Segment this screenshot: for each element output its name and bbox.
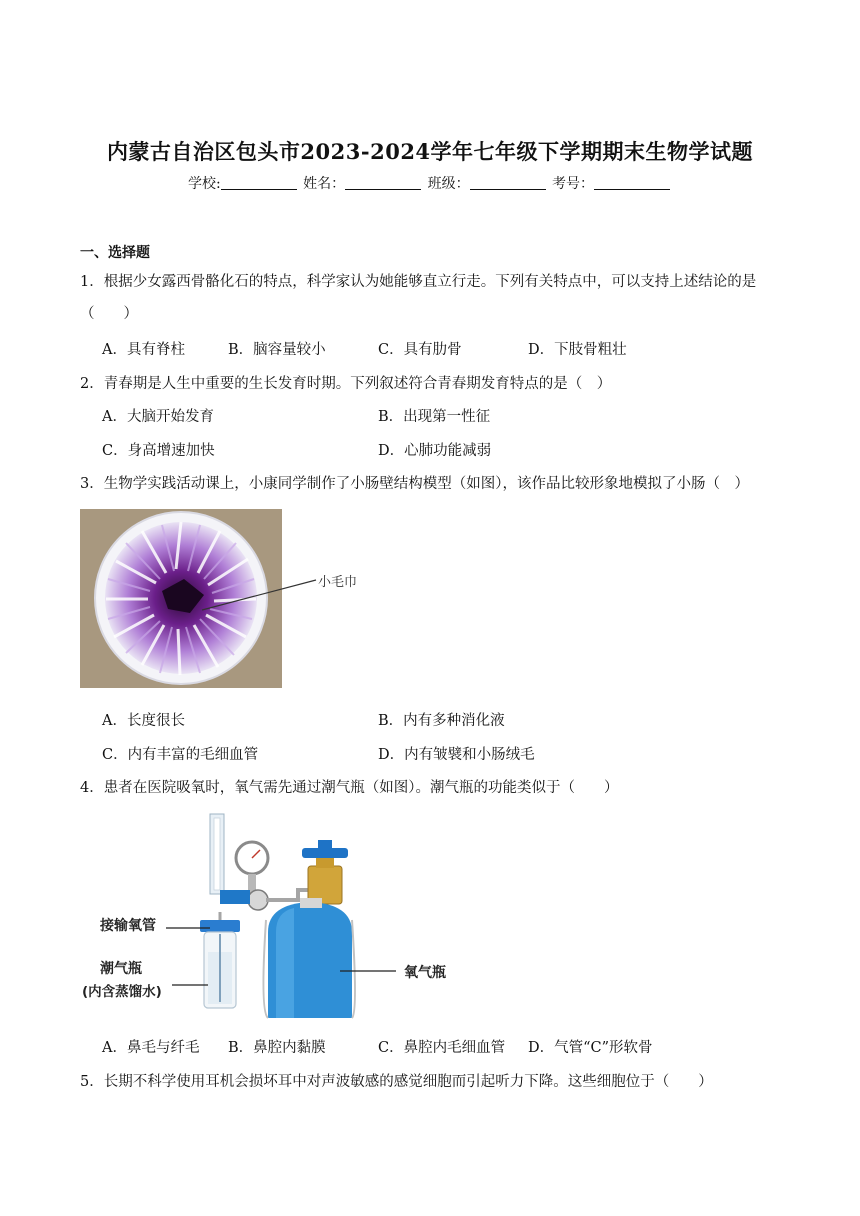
number-label: 考号： — [552, 176, 595, 192]
q1-option-d[interactable]: D．下肢骨粗壮 — [528, 342, 627, 358]
q4-option-d[interactable]: D．气管“C”形软骨 — [528, 1040, 653, 1056]
student-info-line — [0, 173, 860, 193]
page-title: 内蒙古自治区包头市2023-2024学年七年级下学期期末生物学试题 — [106, 139, 754, 164]
section-heading: 一、选择题 — [80, 245, 150, 261]
humidifier-label-line1: 潮气瓶 — [100, 961, 142, 977]
q3-option-b[interactable]: B．内有多种消化液 — [378, 713, 505, 729]
school-label: 学校: — [187, 176, 221, 192]
q4-option-c[interactable]: C．鼻腔内毛细血管 — [378, 1040, 506, 1056]
question-1-stem: 1．根据少女露西骨骼化石的特点，科学家认为她能够直立行走。下列有关特点中，可以支持上述结论的是 — [80, 274, 757, 290]
question-1-stem-bracket: （ ） — [80, 306, 138, 322]
towel-pointer-line — [200, 570, 320, 620]
tube-pointer-line — [164, 920, 214, 940]
q1-option-b[interactable]: B．脑容量较小 — [228, 342, 326, 358]
q2-option-b[interactable]: B．出现第一性征 — [378, 409, 491, 425]
question-3-stem: 3．生物学实践活动课上，小康同学制作了小肠壁结构模型（如图），该作品比较形象地模拟了小肠（ ） — [80, 476, 749, 492]
class-label: 班级： — [427, 176, 470, 192]
school-blank[interactable] — [221, 175, 297, 190]
q3-option-a[interactable]: A．长度很长 — [102, 713, 185, 729]
q2-option-c[interactable]: C．身高增速加快 — [102, 443, 215, 459]
question-5-stem: 5．长期不科学使用耳机会损坏耳中对声波敏感的感觉细胞而引起听力下降。这些细胞位于（ ） — [80, 1074, 713, 1090]
number-blank[interactable] — [594, 175, 670, 190]
humidifier-pointer-line — [170, 980, 210, 990]
q3-option-c[interactable]: C．内有丰富的毛细血管 — [102, 747, 259, 763]
q4-option-b[interactable]: B．鼻腔内黏膜 — [228, 1040, 326, 1056]
class-blank[interactable] — [470, 175, 546, 190]
question-4-stem: 4．患者在医院吸氧时，氧气需先通过潮气瓶（如图）。潮气瓶的功能类似于（ ） — [80, 780, 619, 796]
cylinder-pointer-line — [338, 966, 398, 976]
q1-option-a[interactable]: A．具有脊柱 — [102, 342, 185, 358]
name-label: 姓名： — [303, 176, 346, 192]
q1-option-c[interactable]: C．具有肋骨 — [378, 342, 462, 358]
cylinder-label: 氧气瓶 — [404, 965, 446, 981]
q2-option-d[interactable]: D．心肺功能减弱 — [378, 443, 492, 459]
humidifier-label-line2: (内含蒸馏水) — [82, 984, 162, 1000]
q3-option-d[interactable]: D．内有皱襞和小肠绒毛 — [378, 747, 535, 763]
tube-label: 接输氧管 — [100, 918, 156, 934]
q2-option-a[interactable]: A．大脑开始发育 — [102, 409, 214, 425]
q4-option-a[interactable]: A．鼻毛与纤毛 — [102, 1040, 200, 1056]
towel-label: 小毛巾 — [318, 575, 358, 590]
name-blank[interactable] — [345, 175, 421, 190]
question-2-stem: 2．青春期是人生中重要的生长发育时期。下列叙述符合青春期发育特点的是（ ） — [80, 376, 612, 392]
